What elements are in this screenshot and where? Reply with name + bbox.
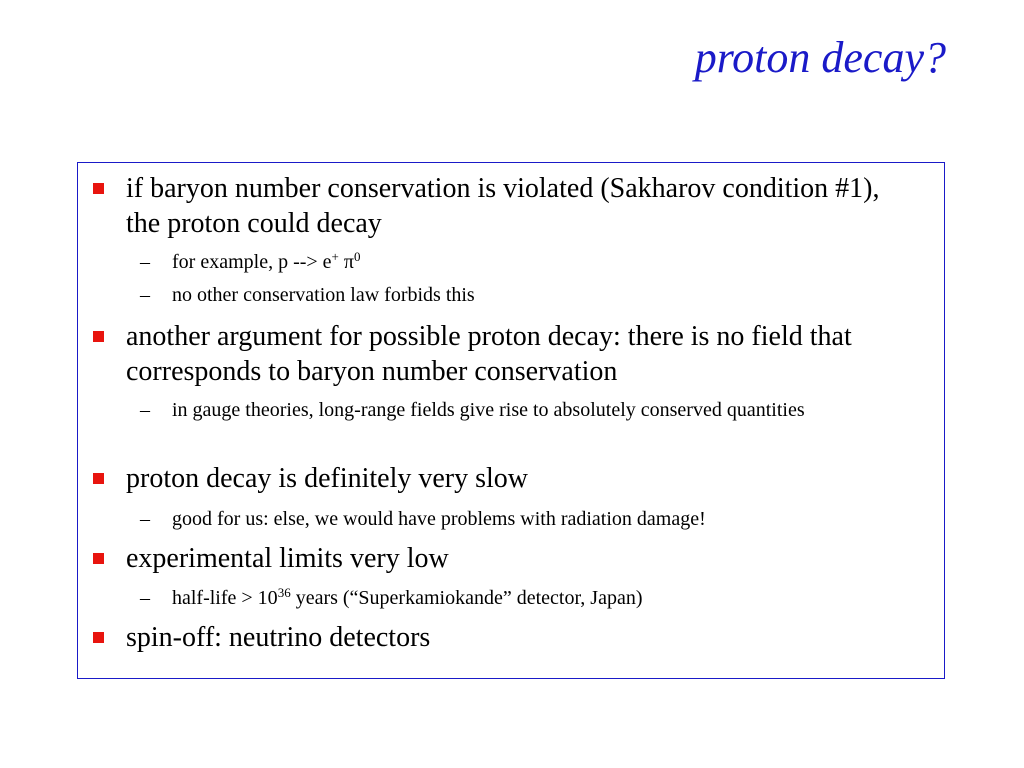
square-bullet-icon — [93, 331, 104, 342]
sub-item — [140, 506, 912, 533]
sub-text: in gauge theories, long-range fields give rise to absolutely conserved quantities — [172, 399, 805, 421]
sub-text: good for us: else, we would have problems with radiation damage! — [172, 508, 706, 530]
dash-icon: – — [140, 284, 150, 306]
sub-text: no other conservation law forbids this — [172, 284, 475, 306]
sub-item — [140, 585, 912, 612]
dash-icon: – — [140, 399, 150, 421]
square-bullet-icon — [93, 473, 104, 484]
bullet-text: if baryon number conservation is violated (Sakharov condition #1), the proton could decay — [126, 173, 880, 239]
dash-icon: – — [140, 587, 150, 609]
bullet-item — [126, 171, 916, 241]
sub-item — [140, 397, 912, 424]
square-bullet-icon — [93, 632, 104, 643]
content-box — [77, 162, 945, 679]
square-bullet-icon — [93, 183, 104, 194]
sub-item — [140, 249, 912, 276]
square-bullet-icon — [93, 553, 104, 564]
bullet-text: spin-off: neutrino detectors — [126, 622, 431, 653]
sub-text: for example, p --> e+ $\pi^0$ — [172, 249, 361, 273]
dash-icon: – — [140, 508, 150, 530]
sub-text: half-life > $10^{36}$ years (“Superkamiokande” detector, Japan) — [172, 585, 643, 609]
dash-icon: – — [140, 251, 150, 273]
bullet-item — [126, 319, 916, 389]
bullet-item — [126, 461, 916, 496]
bullet-text: another argument for possible proton decay: there is no field that corresponds to baryon number conservation — [126, 321, 852, 387]
bullet-item — [126, 620, 916, 655]
sub-item — [140, 282, 912, 309]
bullet-item — [126, 541, 916, 576]
slide-title: proton decay? — [694, 33, 946, 82]
bullet-text: proton decay is definitely very slow — [126, 463, 529, 494]
bullet-text: experimental limits very low — [126, 543, 449, 574]
